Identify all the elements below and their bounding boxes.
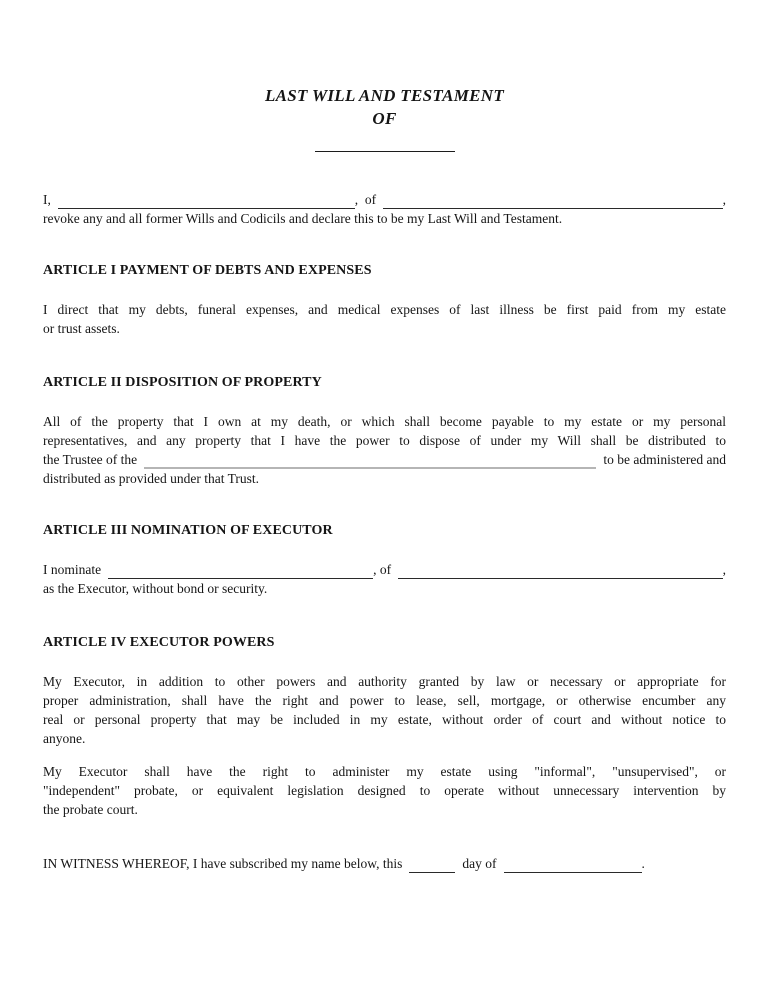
testator-address-blank[interactable] [383, 192, 722, 209]
article-4-p1-line-1: My Executor, in addition to other powers and authority granted by law or necessary or appropriate for [43, 674, 726, 689]
article-3-fill-line [43, 560, 726, 579]
trust-name-blank[interactable] [144, 452, 596, 469]
trustee-suffix-label: to be administered and [603, 452, 726, 467]
day-number-blank[interactable] [409, 856, 455, 873]
article-2-line-2: representatives, and any property that I have the power to dispose of under my Will shall be distributed to [43, 433, 726, 448]
article-3-heading: ARTICLE III NOMINATION OF EXECUTOR [43, 523, 333, 538]
opening-fill-line [43, 190, 726, 209]
article-4-heading: ARTICLE IV EXECUTOR POWERS [43, 635, 275, 650]
article-3-line-2: as the Executor, without bond or security. [43, 581, 268, 596]
document-title [43, 84, 726, 130]
testator-title-name-blank[interactable] [315, 151, 455, 152]
article-4-p2-line-2: "independent" probate, or equivalent legislation designed to operate without unnecessary intervention by [43, 783, 726, 798]
opening-i-label: I, [43, 192, 51, 207]
article-2-fill-line [43, 450, 726, 469]
title-line-2: OF [372, 109, 397, 128]
article-2-body [43, 412, 726, 488]
article-1-body [43, 300, 726, 338]
trustee-prefix-label: the Trustee of the [43, 452, 138, 467]
article-4-paragraph-1 [43, 672, 726, 748]
article-2-heading: ARTICLE II DISPOSITION OF PROPERTY [43, 375, 322, 390]
article-3-body [43, 560, 726, 598]
article-2-line-1: All of the property that I own at my death, or which shall become payable to my estate or my personal [43, 414, 726, 429]
nominate-trailing-comma: , [722, 562, 726, 577]
testator-name-blank[interactable] [58, 192, 355, 209]
article-4-p1-line-4: anyone. [43, 731, 86, 746]
witness-day-of-label: day of [462, 856, 497, 871]
executor-name-blank[interactable] [108, 562, 373, 579]
article-4-paragraph-2 [43, 762, 726, 819]
title-line-1: LAST WILL AND TESTAMENT [264, 86, 505, 105]
article-4-p2-line-1: My Executor shall have the right to administer my estate using "informal", "unsupervised", or [43, 764, 726, 779]
opening-paragraph [43, 190, 726, 228]
opening-line-2: revoke any and all former Wills and Codicils and declare this to be my Last Will and Testament. [43, 211, 563, 226]
nominate-of-label: , of [373, 562, 392, 577]
month-year-blank[interactable] [504, 856, 642, 873]
article-1-heading: ARTICLE I PAYMENT OF DEBTS AND EXPENSES [43, 263, 372, 278]
article-4-p1-line-3: real or personal property that may be included in my estate, without order of court and without notice to [43, 712, 726, 727]
executor-address-blank[interactable] [398, 562, 723, 579]
article-2-line-4: distributed as provided under that Trust. [43, 471, 259, 486]
nominate-label: I nominate [43, 562, 102, 577]
article-1-line-1: I direct that my debts, funeral expenses, and medical expenses of last illness be first paid from my estate [43, 302, 726, 317]
witness-clause-line [43, 854, 726, 873]
article-1-line-2: or trust assets. [43, 321, 120, 336]
opening-of-label: , of [354, 192, 377, 207]
opening-trailing-comma: , [722, 192, 726, 207]
witness-period: . [641, 856, 645, 871]
article-4-p2-line-3: the probate court. [43, 802, 138, 817]
witness-prefix-label: IN WITNESS WHEREOF, I have subscribed my name below, this [43, 856, 403, 871]
article-4-p1-line-2: proper administration, shall have the right and power to lease, sell, mortgage, or otherwise encumber any [43, 693, 726, 708]
